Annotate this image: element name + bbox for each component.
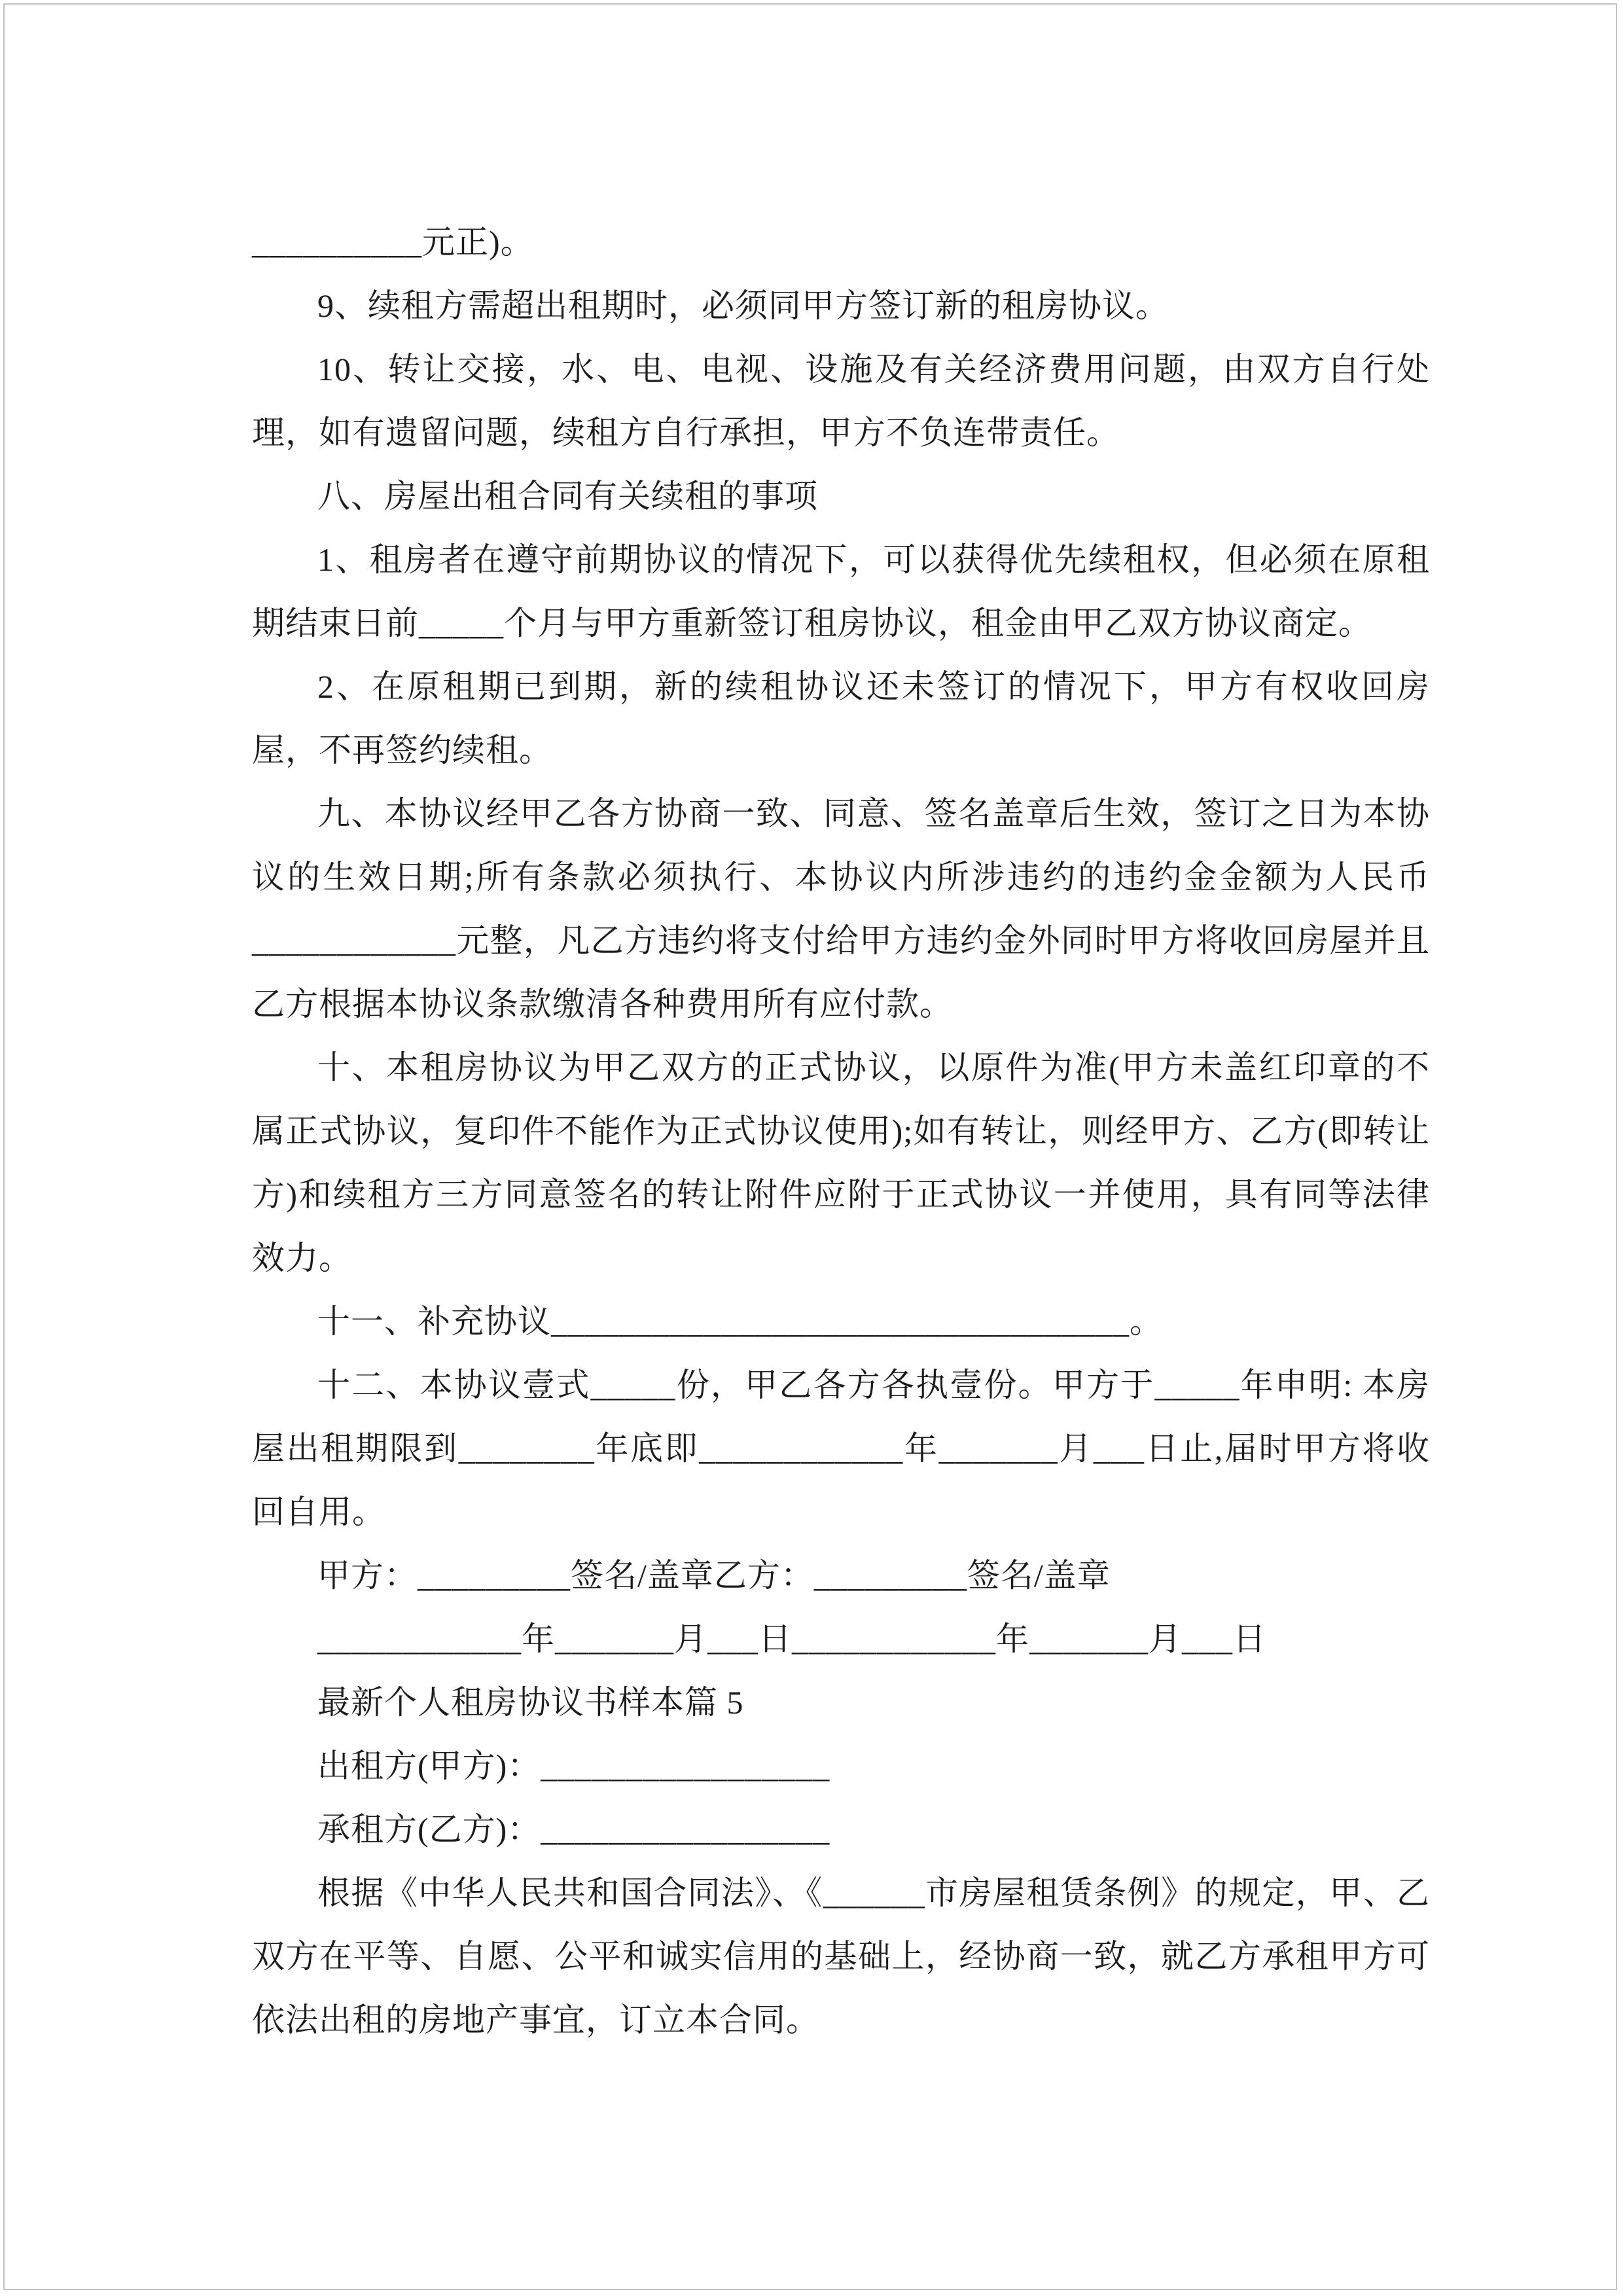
document-content — [252, 211, 1430, 2052]
section-10-clause: 十、本租房协议为甲乙双方的正式协议，以原件为准(甲方未盖红印章的不属正式协议，复印件不能作为正式协议使用);如有转让，则经甲方、乙方(即转让方)和续租方三方同意签名的转让附件应附于正式协议一并使用，具有同等法律效力。 — [252, 1049, 1430, 1276]
lessee-line: 承租方(乙方)：_________________ — [317, 1811, 830, 1848]
renewal-item-1: 1、租房者在遵守前期协议的情况下，可以获得优先续租权，但必须在原租期结束日前_____个月与甲方重新签订租房协议，租金由甲乙双方协议商定。 — [252, 541, 1430, 641]
signature-line: 甲方：_________签名/盖章乙方：_________签名/盖章 — [317, 1557, 1111, 1594]
clause-10: 10、转让交接，水、电、电视、设施及有关经济费用问题，由双方自行处理，如有遗留问题，续租方自行承担，甲方不负连带责任。 — [252, 351, 1430, 451]
lessor-line: 出租方(甲方)：_________________ — [317, 1748, 830, 1784]
section-9-clause: 九、本协议经甲乙各方协商一致、同意、签名盖章后生效，签订之日为本协议的生效日期;所有条款必须执行、本协议内所涉违约的违约金金额为人民币____________元整，凡乙方违约将支付给甲方违约金外同时甲方将收回房屋并且乙方根据本协议条款缴清各种费用所有应付款。 — [252, 795, 1430, 1022]
supplementary-clause: 十一、补充协议__________________________________。 — [317, 1303, 1163, 1340]
section-12-clause: 十二、本协议壹式_____份，甲乙各方各执壹份。甲方于_____年申明: 本房屋出租期限到________年底即____________年_______月___日止,届时甲方将收回自用。 — [252, 1367, 1430, 1530]
clause-9: 9、续租方需超出租期时，必须同甲方签订新的租房协议。 — [317, 287, 1169, 324]
amount-line: __________元正)。 — [252, 224, 534, 260]
renewal-item-2: 2、在原租期已到期，新的续租协议还未签订的情况下，甲方有权收回房屋，不再签约续租。 — [252, 668, 1430, 768]
preamble-paragraph: 根据《中华人民共和国合同法》、《______市房屋租赁条例》的规定，甲、乙双方在平等、自愿、公平和诚实信用的基础上，经协商一致，就乙方承租甲方可依法出租的房地产事宜，订立本合同。 — [252, 1874, 1430, 2038]
section-8-heading: 八、房屋出租合同有关续租的事项 — [317, 478, 818, 514]
sample-5-title: 最新个人租房协议书样本篇 5 — [317, 1684, 744, 1721]
date-line: ____________年_______月___日____________年_______月___日 — [317, 1621, 1266, 1657]
